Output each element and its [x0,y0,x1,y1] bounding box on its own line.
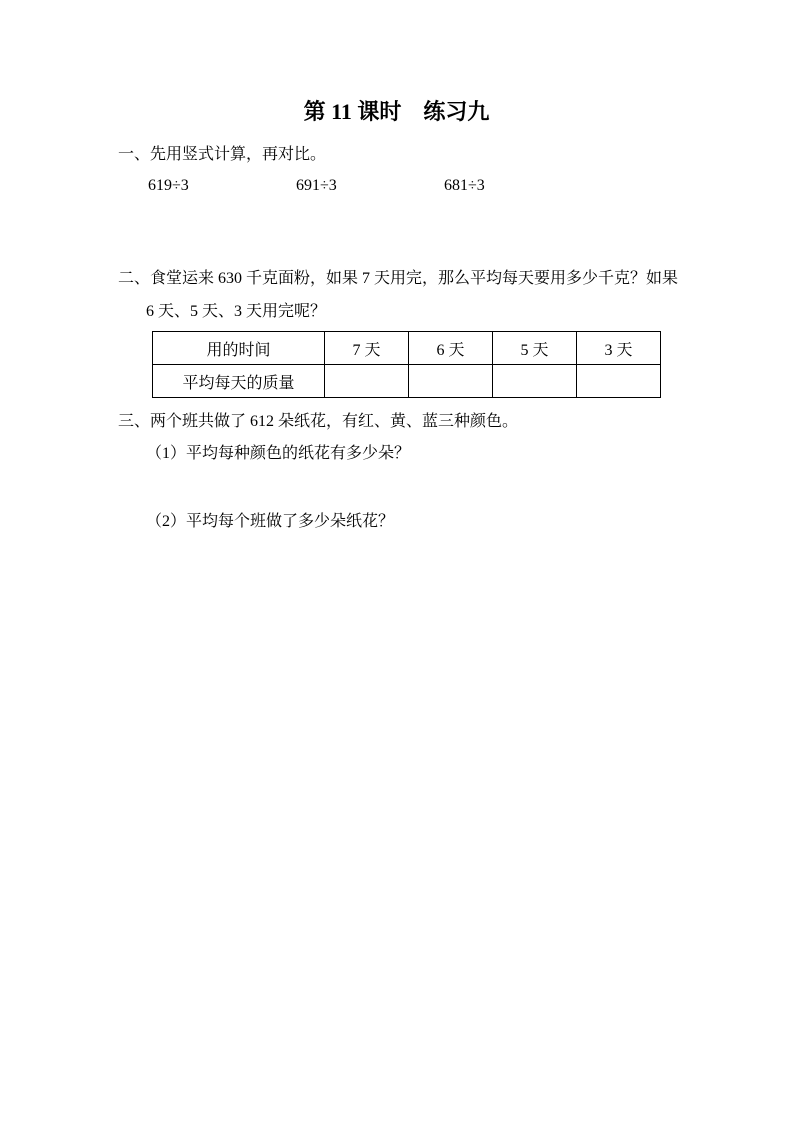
table-cell-answer-6-days [409,365,493,398]
table-cell-5-days: 5 天 [493,332,577,365]
section-2-prompt-line-2: 6 天、5 天、3 天用完呢？ [146,303,327,320]
section-3-prompt: 三、两个班共做了 612 朵纸花，有红、黄、蓝三种颜色。 [118,413,519,430]
table-cell-answer-5-days [493,365,577,398]
division-expression-2: 691÷3 [296,177,337,194]
table-row-average-mass [153,365,661,398]
table-cell-answer-7-days [325,365,409,398]
table-cell-average-label: 平均每天的质量 [153,365,325,398]
table-cell-time-label: 用的时间 [153,332,325,365]
section-2-prompt-line-1: 二、食堂运来 630 千克面粉，如果 7 天用完，那么平均每天要用多少千克？如果 [118,270,679,287]
section-1-prompt: 一、先用竖式计算，再对比。 [118,146,327,163]
section-3-question-1: （1）平均每种颜色的纸花有多少朵？ [146,445,411,462]
division-expressions-row [148,174,793,198]
flour-usage-table [152,331,661,398]
page-title: 第 11 课时 练习九 [303,99,490,124]
table-cell-answer-3-days [577,365,661,398]
section-3-question-2: （2）平均每个班做了多少朵纸花？ [146,513,395,530]
division-expression-3: 681÷3 [444,177,485,194]
table-cell-7-days: 7 天 [325,332,409,365]
table-cell-6-days: 6 天 [409,332,493,365]
division-expression-1: 619÷3 [148,177,189,194]
table-cell-3-days: 3 天 [577,332,661,365]
table-row-time [153,332,661,365]
